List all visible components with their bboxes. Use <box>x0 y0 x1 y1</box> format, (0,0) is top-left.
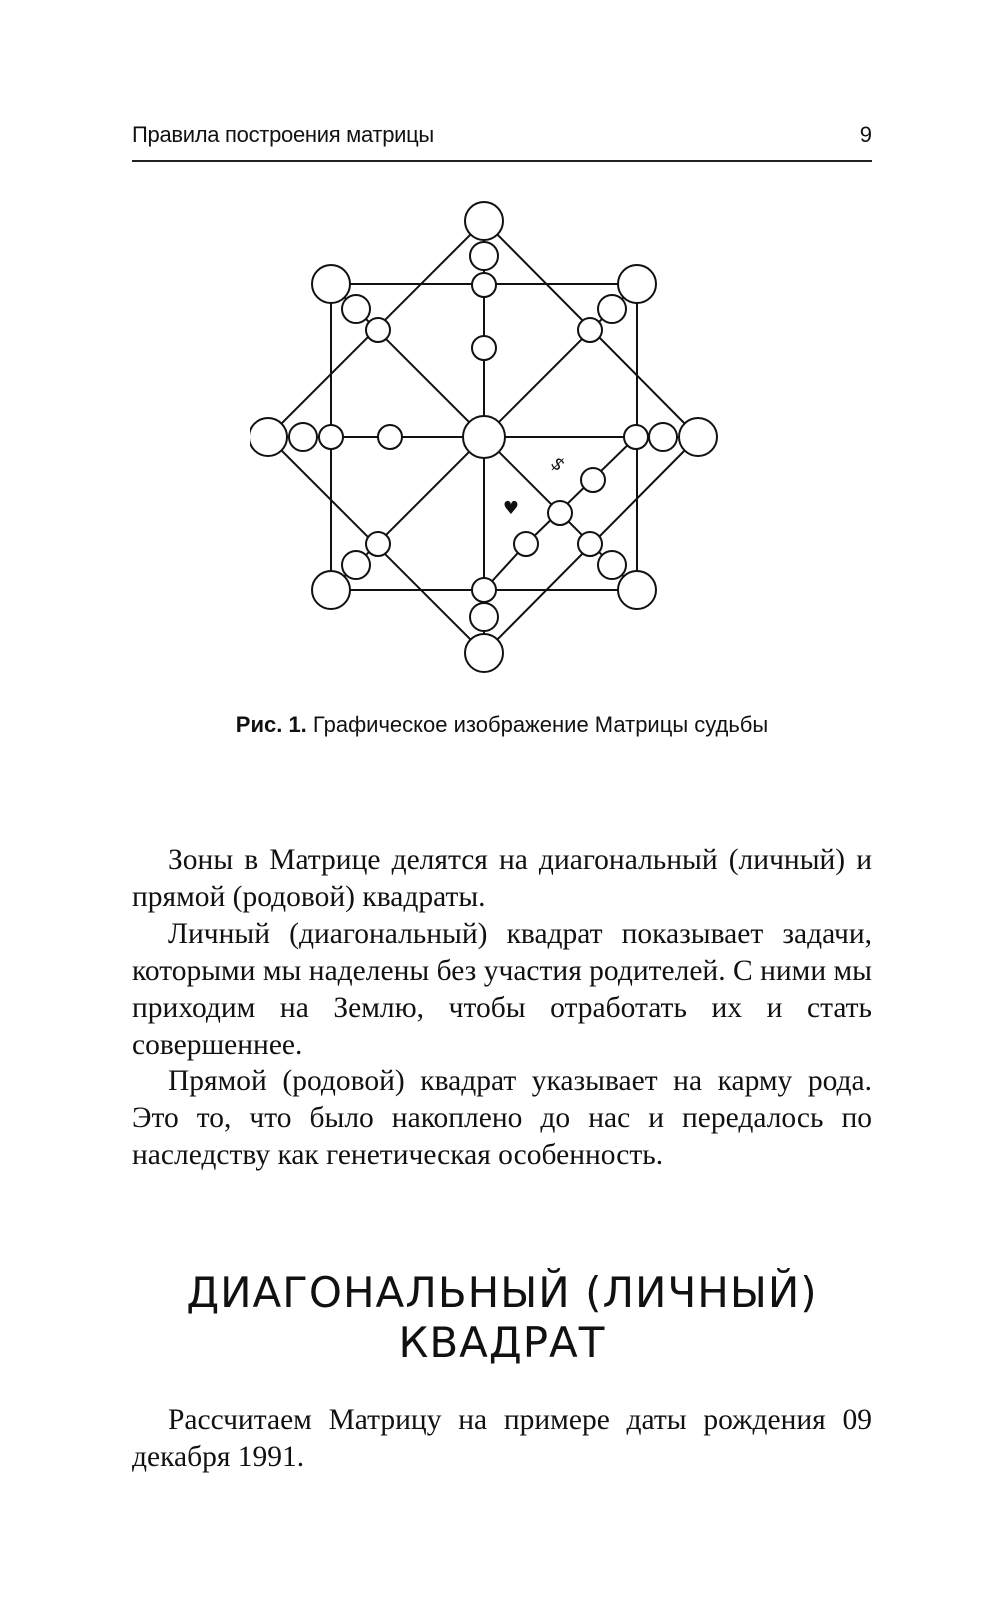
figure-caption-label: Рис. 1. <box>235 712 307 737</box>
left-mid-circle <box>378 425 402 449</box>
dollar-symbol: $ <box>546 452 570 476</box>
bottom-right-diamond-edge-circle <box>578 532 602 556</box>
love-line-circle <box>514 532 538 556</box>
left-inner-circle <box>289 423 317 451</box>
paragraph: Личный (диагональный) квадрат показывает задачи, которыми мы наделены без участия родителей. С ними мы приходим на Землю, чтобы отработать их и стать совершеннее. <box>132 918 872 1061</box>
bottom-right-corner-circle <box>618 571 656 609</box>
page-number: 9 <box>859 122 872 147</box>
bottom-left-corner-circle <box>312 571 350 609</box>
money-line-circle <box>581 468 605 492</box>
center-circle <box>463 416 505 458</box>
bottom-inner-circle <box>470 603 498 631</box>
right-square-edge-circle <box>624 425 648 449</box>
top-right-corner-circle <box>618 265 656 303</box>
destiny-matrix-figure <box>250 200 750 700</box>
top-left-inner-circle <box>342 295 370 323</box>
paragraph: Рассчитаем Матрицу на примере даты рождения 09 декабря 1991. <box>132 1404 872 1473</box>
section-heading-line: КВАДРАТ <box>398 1318 606 1367</box>
figure-caption-text: Графическое изображение Матрицы судьбы <box>312 712 769 737</box>
bottom-square-edge-circle <box>472 578 496 602</box>
right-inner-circle <box>649 423 677 451</box>
bottom-left-diamond-edge-circle <box>366 532 390 556</box>
destiny-matrix-diagram <box>250 200 750 700</box>
crossing-circle <box>548 501 572 525</box>
section-heading-line: ДИАГОНАЛЬНЫЙ (ЛИЧНЫЙ) <box>186 1268 818 1317</box>
heart-symbol: ♥ <box>502 498 520 519</box>
bottom-vertex-circle <box>465 634 503 672</box>
paragraph: Прямой (родовой) квадрат указывает на карму рода. Это то, что было накоплено до нас и передалось по наследству как генетическая особенность. <box>132 1065 872 1171</box>
bottom-right-inner-circle <box>598 551 626 579</box>
top-inner-circle <box>470 242 498 270</box>
figure-caption <box>132 712 872 738</box>
bottom-left-inner-circle <box>342 551 370 579</box>
right-vertex-circle <box>679 418 717 456</box>
top-left-diamond-edge-circle <box>366 318 390 342</box>
inner-line-to-right <box>526 437 636 544</box>
top-right-inner-circle <box>598 295 626 323</box>
top-left-corner-circle <box>312 265 350 303</box>
left-vertex-circle <box>250 418 287 456</box>
section-heading <box>132 1268 872 1368</box>
top-vertex-circle <box>465 202 503 240</box>
running-head-title: Правила построения матрицы <box>132 122 434 147</box>
paragraph: Зоны в Матрице делятся на диагональный (личный) и прямой (родовой) квадраты. <box>132 844 872 913</box>
running-head <box>132 118 872 162</box>
top-right-diamond-edge-circle <box>578 318 602 342</box>
top-mid-circle <box>472 336 496 360</box>
top-square-edge-circle <box>472 273 496 297</box>
left-square-edge-circle <box>319 425 343 449</box>
